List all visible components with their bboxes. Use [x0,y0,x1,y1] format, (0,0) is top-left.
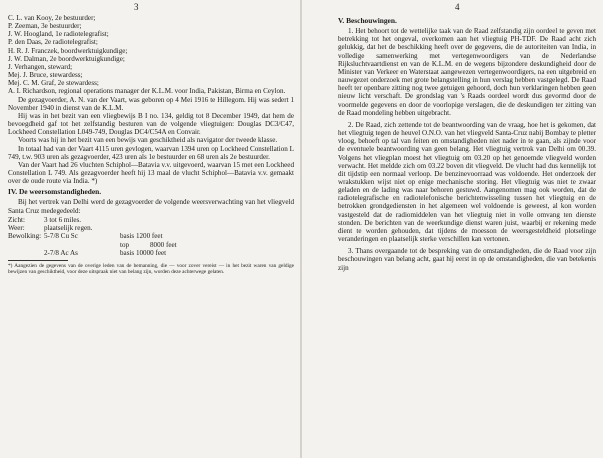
paragraph: Bij het vertrek van Delhi werd de gezagvoerder de volgende weersverwachting van het vliegveld Santa Cruz medegedeeld: [8,198,294,215]
paragraph: 3. Thans overgaande tot de bespreking van de omstandigheden, die de Raad voor zijn beschouwingen van belang acht, gaat hij eerst in op de omstandigheden, die van betekenis zijn [338,247,596,272]
page-number: 3 [134,2,139,12]
zicht-label: Zicht: [8,215,25,224]
crew-member: Mej. C. M. Graf, 2e stewardess; [8,79,99,88]
page-number: 4 [455,2,460,12]
crew-list [8,14,294,96]
cloud-layer-2: 2-7/8 Ac As [44,248,78,257]
right-page [302,0,603,458]
cloud-layer-1-top-label: top [120,240,130,249]
paragraph: 1. Het behoort tot de wettelijke taak van de Raad zelfstandig zijn oordeel te geven met betrekking tot het ongeval, overkomen aan het vliegtuig PH-TDF. De Raad acht zich gelukkig, dat het de beschikking heeft over de gegevens, die de autoriteiten van India, in volledige samenwerking met vertegenwoordigers van de Nederlandse Rijksluchtvaartdienst en van de K.L.M. en de wegens bijzondere deskundigheid door de Minister van Verkeer en Waterstaat aangewezen vertegenwoordigers, na een uitgebreid en nauwgezet onderzoek met grote belangstelling in hun verslag hebben vastgelegd. De Raad heeft ter openbare zitting nog twee getuigen gehoord, doch hun verklaringen hebben geen nieuw licht verschaft. De grondslag van 's Raads oordeel wordt dus gevormd door de voormelde gegevens en door de voorlopige verslagen, die de deskundigen ter zitting van de Raad mondeling hebben uitgebracht. [338,27,596,117]
footnote: *) Aangezien de gegevens van de overige leden van de bemanning, die — voor zover vereist — in het bezit waren van geldige bewijzen van geschiktheid, voor deze uitspraak niet van belang zijn, worden deze achterwege gelaten. [8,263,294,276]
paragraph: 2. De Raad, zich zettende tot de beantwoording van de vraag, hoe het is gekomen, dat het vliegtuig tegen de heuvel O.N.O. van het vliegveld Santa-Cruz nabij Bombay te pletter vloog, behoeft op tal van feiten en omstandigheden niet nader in te gaan, als zijnde voor de eventuele beantwoording van geen belang. Het vliegtuig vertrok van Delhi om 00.39. Volgens het vliegplan moest het vliegtuig om 03.20 op het genoemde vliegveld worden verwacht. Het meldde zich om 03.22 boven dit vliegveld. De vlucht had dus kennelijk tot dit tijdstip een normaal verloop. De benzinevoorraad was voldoende. Het onderzoek der wrakstukken wijst niet op enige mechanische storing. Het vliegtuig was niet te zwaar geladen en de lading was naar behoren gestuwd. Aangenomen mag ook worden, dat de radiotelegrafische en radiotelefonische berichtenwisseling tussen het vliegtuig en de betrokken grondgediensten in het algemeen wel voldoende is geweest, al kon worden vastgesteld dat de radiomiddelen van het vliegtuig niet in volle omvang ten dienste stonden. De berichten van de weerkundige dienst waren juist, waarbij er rekening mede dient te worden gehouden, dat tijdens de moesson de weersgesteldheid plotselinge veranderingen en plaatselijk sterke verschillen kan vertonen. [338,120,596,244]
footnote-rule [8,260,68,261]
crew-member: J. W. Dalman, 2e boordwerktuigkundige; [8,54,125,63]
crew-member: C. L. van Kooy, 2e bestuurder; [8,14,96,22]
cloud-layer-1-basis: basis 1200 feet [120,232,163,241]
crew-member: Mej. J. Bruce, stewardess; [8,71,83,80]
weer-value: plaatselijk regen. [44,224,93,233]
cloud-layer-2-basis: basis 10000 feet [120,248,167,257]
bewolking-label: Bewolking: [8,232,42,241]
left-page [0,0,300,458]
section-heading: IV. De weersomstandigheden. [8,187,102,197]
weather-forecast [8,216,294,257]
cloud-layer-1: 5-7/8 Cu Sc [44,232,78,241]
paragraph: In totaal had van der Vaart 4115 uren gevlogen, waarvan 1394 uren op Lockheed Constellation L 749, t.w. 903 uren als gezagvoerder, 423 uren als 1e bestuurder en 68 uren als 2e bestuurder. [8,144,294,161]
section-heading: V. Beschouwingen. [338,16,397,25]
paragraph: Van der Vaart had 26 vluchten Schiphol—Batavia v.v. uitgevoerd, waarvan 15 met een Lockheed Constellation L 749. Als gezagvoerder heeft hij 13 maal de vlucht Schiphol—Batavia v.v. gemaakt over de oude route via India. *) [8,160,294,186]
left-page-text [8,14,294,275]
crew-member: H. R. J. Franczek, boordwerktuigkundige; [8,46,128,55]
crew-member: J. W. Hoogland, 1e radiotelegrafist; [8,30,109,39]
crew-member: A. I. Richardson, regional operations manager der K.L.M. voor India, Pakistan, Birma en Ceylon. [8,87,286,96]
zicht-value: 3 tot 6 miles. [44,215,82,224]
cloud-layer-1-top: 8000 feet [150,240,177,249]
crew-member: P. den Daas, 2e radiotelegrafist; [8,38,98,47]
weer-label: Weer: [8,224,25,233]
paragraph: De gezagvoerder, A. N. van der Vaart, was geboren op 4 Mei 1916 te Hillegom. Hij was sedert 1 November 1940 in dienst van de K.L.M. [8,95,294,112]
crew-member: J. Verhangen, steward; [8,62,73,71]
paragraph: Hij was in het bezit van een vliegbewijs B I no. 134, geldig tot 8 December 1949, dat hem de bevoegdheid gaf tot het zelfstandig besturen van de volgende vliegtuigen: Douglas DC3/C47, Lockheed Constellation L049-749, Douglas DC4/C54A en Convair. [8,111,294,137]
crew-member: P. Zeeman, 3e bestuurder; [8,22,82,31]
right-page-text [338,14,596,272]
paragraph: Voorts was hij in het bezit van een bewijs van geschiktheid als navigator der tweede klasse. [18,136,278,145]
